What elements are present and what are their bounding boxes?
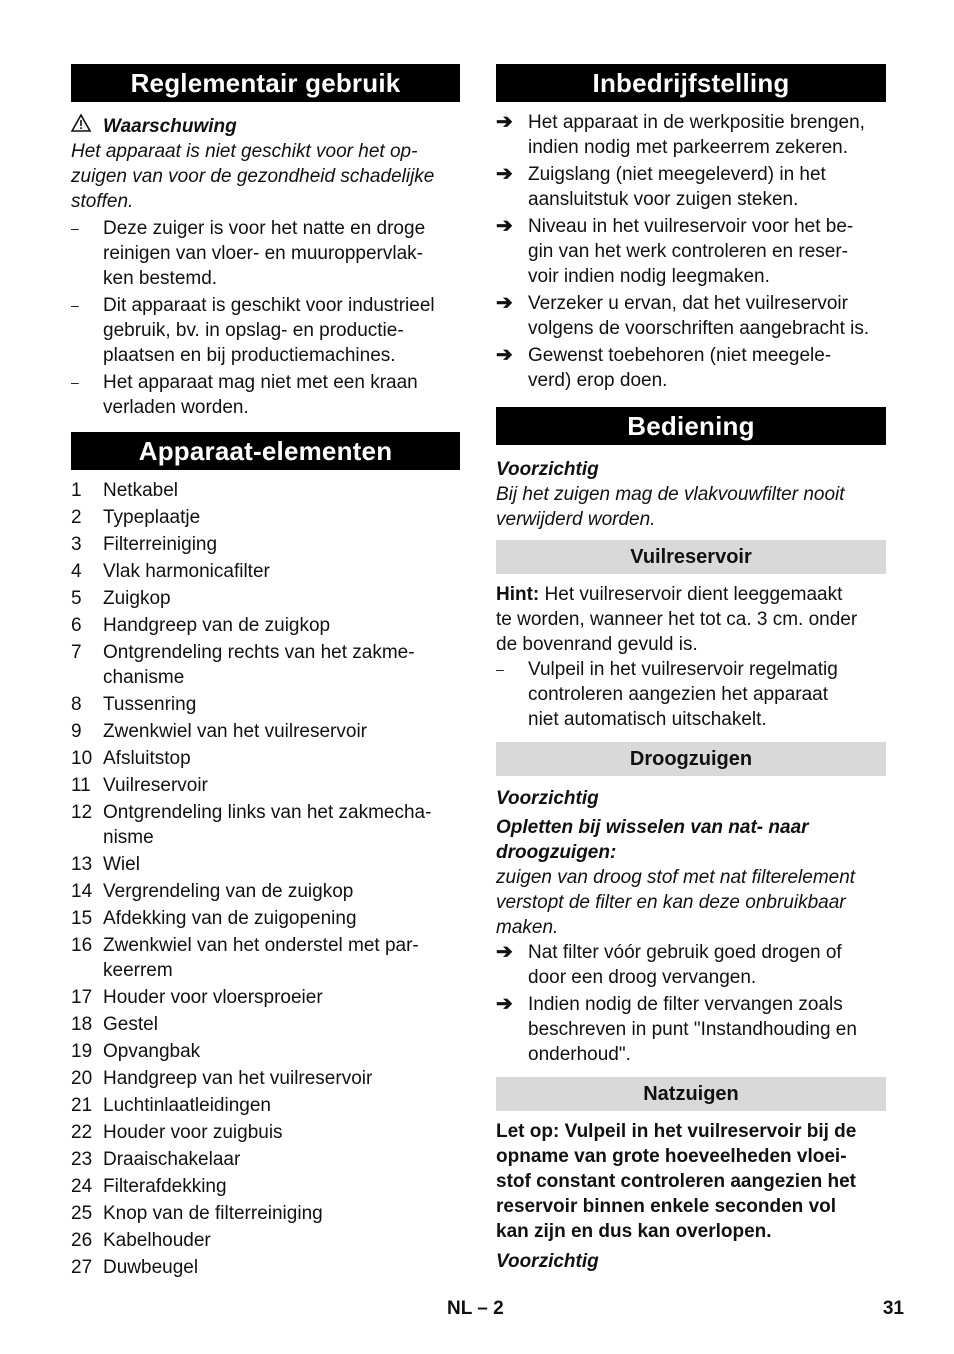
item-number: 16 [71,935,93,956]
section-heading-apparaat-elementen: Apparaat-elementen [71,432,460,470]
dash-bullet: – [71,374,79,390]
caution-title-wet: Voorzichtig [496,1251,599,1272]
item-number: 27 [71,1257,93,1278]
item-number: 10 [71,748,93,769]
item-number: 25 [71,1203,93,1224]
item-number: 9 [71,721,82,742]
element-list-item [71,1039,460,1064]
element-list-item [71,985,460,1010]
hint-paragraph: Hint: Het vuilreservoir dient leeggemaakt te worden, wanneer het tot ca. 3 cm. onder de bovenrand gevuld is. [496,584,858,655]
item-number: 24 [71,1176,93,1197]
list-item-text: Draaischakelaar [103,1149,241,1170]
subheading-natzuigen: Natzuigen [496,1077,886,1111]
usage-list [71,216,460,420]
section-heading-inbedrijfstelling: Inbedrijfstelling [496,64,886,102]
list-item-text: Ontgrendeling rechts van het zakme- chanisme [103,642,415,688]
item-number: 23 [71,1149,93,1170]
item-number: 20 [71,1068,93,1089]
usage-list-item [71,293,460,368]
item-number: 19 [71,1041,93,1062]
element-list-item [71,719,460,744]
dry-steps-list [496,940,886,1067]
arrow-right-icon: ➔ [496,215,513,237]
element-list-item [71,1093,460,1118]
arrow-right-icon: ➔ [496,941,513,963]
list-item-text: Opvangbak [103,1041,201,1062]
element-list-item [71,1066,460,1091]
element-list-item [71,852,460,877]
element-list-item [71,1255,460,1280]
start-steps-list [496,110,886,393]
item-number: 13 [71,854,93,875]
item-number: 11 [71,775,91,796]
list-item-text: Zuigslang (niet meegeleverd) in het aansluitstuk voor zuigen steken. [528,164,826,210]
caution-bold-text: Opletten bij wisselen van nat- naar droogzuigen: [496,817,809,863]
right-column [496,64,886,1274]
dash-bullet: – [71,220,79,236]
arrow-right-icon: ➔ [496,344,513,366]
list-item-text: Deze zuiger is voor het natte en droge reinigen van vloer- en muuroppervlak- ken bestemd. [103,218,426,289]
elements-list [71,478,460,1280]
warning-text: Het apparaat is niet geschikt voor het op- zuigen van voor de gezondheid schadelijke stoffen. [71,141,435,212]
list-item-text: Verzeker u ervan, dat het vuilreservoir volgens de voorschriften aangebracht is. [528,293,870,339]
list-item-text: Vlak harmonicafilter [103,561,270,582]
start-step-item [496,110,886,160]
element-list-item [71,532,460,557]
list-item-text: Netkabel [103,480,178,501]
item-number: 2 [71,507,82,528]
warning-triangle-icon [71,114,93,139]
list-item-text: Niveau in het vuilreservoir voor het be- gin van het werk controleren en reser- voir indien nodig leegmaken. [528,216,854,287]
list-item-text: Zwenkwiel van het vuilreservoir [103,721,367,742]
element-list-item [71,1120,460,1145]
arrow-right-icon: ➔ [496,993,513,1015]
element-list-item [71,933,460,983]
list-item-text: Filterreiniging [103,534,218,555]
caution-text: Bij het zuigen mag de vlakvouwfilter nooit verwijderd worden. [496,484,845,530]
element-list-item [71,586,460,611]
list-item-text: Typeplaatje [103,507,201,528]
list-item-text: Afsluitstop [103,748,191,769]
element-list-item [71,1201,460,1226]
dry-step-item [496,940,886,990]
list-item-text: Houder voor vloersproeier [103,987,323,1008]
list-item-text: Houder voor zuigbuis [103,1122,283,1143]
vuilreservoir-list [496,657,886,732]
dash-bullet: – [496,661,504,677]
element-list-item [71,879,460,904]
section-heading-bediening: Bediening [496,407,886,445]
element-list-item [71,505,460,530]
item-number: 15 [71,908,93,929]
list-item-text: Wiel [103,854,140,875]
item-number: 7 [71,642,82,663]
list-item-text: Het apparaat in de werkpositie brengen, indien nodig met parkeerrem zekeren. [528,112,865,158]
element-list-item [71,1012,460,1037]
item-number: 22 [71,1122,93,1143]
item-number: 26 [71,1230,93,1251]
usage-list-item [71,370,460,420]
item-number: 18 [71,1014,93,1035]
item-number: 21 [71,1095,93,1116]
arrow-right-icon: ➔ [496,163,513,185]
element-list-item [71,906,460,931]
start-step-item [496,162,886,212]
element-list-item [71,613,460,638]
list-item-text: Nat filter vóór gebruik goed drogen of door een droog vervangen. [528,942,842,988]
list-item-text: Duwbeugel [103,1257,199,1278]
item-number: 8 [71,694,82,715]
arrow-right-icon: ➔ [496,292,513,314]
wet-notice: Let op: Vulpeil in het vuilreservoir bij de opname van grote hoeveelheden vloei- stof constant controleren aangezien het reservoir binnen enkele seconden vol kan zijn en dus kan overlopen. [496,1121,857,1242]
item-number: 3 [71,534,82,555]
item-number: 1 [71,480,82,501]
element-list-item [71,478,460,503]
left-column [71,64,460,1282]
caution-text-dry: zuigen van droog stof met nat filterelement verstopt de filter en kan deze onbruikbaar maken. [496,867,856,938]
hint-label: Hint: [496,584,540,605]
list-item-text: Vergrendeling van de zuigkop [103,881,354,902]
subheading-droogzuigen: Droogzuigen [496,742,886,776]
list-item-text: Vulpeil in het vuilreservoir regelmatig controleren aangezien het apparaat niet automatisch uitschakelt. [528,659,838,730]
item-number: 4 [71,561,82,582]
dash-bullet: – [71,297,79,313]
list-item-text: Knop van de filterreiniging [103,1203,323,1224]
footer-language-page: NL – 2 [447,1298,504,1319]
list-item-text: Het apparaat mag niet met een kraan verladen worden. [103,372,418,418]
element-list-item [71,559,460,584]
list-item-text: Zuigkop [103,588,171,609]
list-item-text: Kabelhouder [103,1230,211,1251]
usage-list-item [71,216,460,291]
item-number: 14 [71,881,93,902]
element-list-item [71,692,460,717]
element-list-item [71,800,460,850]
start-step-item [496,343,886,393]
list-item-text: Handgreep van het vuilreservoir [103,1068,373,1089]
list-item-text: Tussenring [103,694,197,715]
list-item-text: Gewenst toebehoren (niet meegele- verd) erop doen. [528,345,832,391]
item-number: 17 [71,987,93,1008]
element-list-item [71,1147,460,1172]
vuilreservoir-list-item [496,657,886,732]
subheading-vuilreservoir: Vuilreservoir [496,540,886,574]
element-list-item [71,773,460,798]
list-item-text: Filterafdekking [103,1176,227,1197]
list-item-text: Gestel [103,1014,158,1035]
list-item-text: Dit apparaat is geschikt voor industrieel gebruik, bv. in opslag- en productie- plaatsen en bij productiemachines. [103,295,435,366]
element-list-item [71,640,460,690]
caution-title: Voorzichtig [496,459,599,480]
element-list-item [71,1228,460,1253]
arrow-right-icon: ➔ [496,111,513,133]
footer-page-number: 31 [882,1298,904,1319]
list-item-text: Zwenkwiel van het onderstel met par- keerrem [103,935,419,981]
list-item-text: Vuilreservoir [103,775,208,796]
element-list-item [71,1174,460,1199]
section-heading-reglementair: Reglementair gebruik [71,64,460,102]
start-step-item [496,214,886,289]
caution-title-dry: Voorzichtig [496,788,599,809]
element-list-item [71,746,460,771]
warning-title: Waarschuwing [71,114,460,139]
dry-step-item [496,992,886,1067]
list-item-text: Indien nodig de filter vervangen zoals beschreven in punt "Instandhouding en onderhoud". [528,994,857,1065]
start-step-item [496,291,886,341]
list-item-text: Afdekking van de zuigopening [103,908,357,929]
list-item-text: Luchtinlaatleidingen [103,1095,271,1116]
list-item-text: Handgreep van de zuigkop [103,615,331,636]
item-number: 5 [71,588,82,609]
list-item-text: Ontgrendeling links van het zakmecha- nisme [103,802,432,848]
item-number: 12 [71,802,93,823]
item-number: 6 [71,615,82,636]
